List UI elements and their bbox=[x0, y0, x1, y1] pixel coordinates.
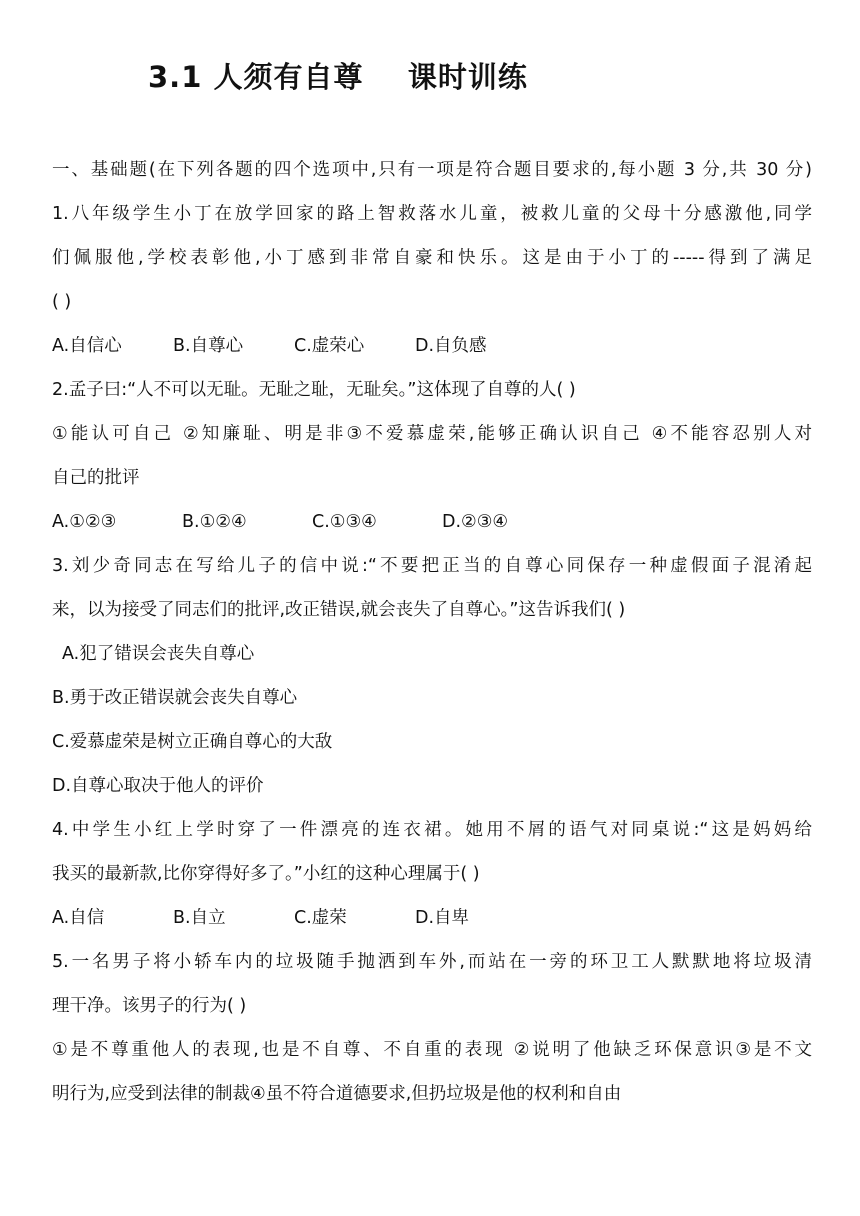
question-text-line: 3.刘少奇同志在写给儿子的信中说:“不要把正当的自尊心同保存一种虚假面子混淆起 bbox=[52, 556, 812, 576]
option-a: A.自信 bbox=[52, 908, 105, 928]
option-b: B.自立 bbox=[173, 908, 226, 928]
option-d: D.自卑 bbox=[415, 908, 470, 928]
question-2 bbox=[52, 368, 812, 544]
page-title: 3.1 人须有自尊 课时训练 bbox=[148, 60, 528, 94]
answer-blank: ( ) bbox=[52, 292, 72, 312]
options-row bbox=[52, 896, 812, 940]
option-b: B.自尊心 bbox=[173, 336, 244, 356]
option-b: B.①②④ bbox=[182, 512, 247, 532]
option-a: A.自信心 bbox=[52, 336, 122, 356]
option-a: A.①②③ bbox=[52, 512, 117, 532]
question-1 bbox=[52, 192, 812, 368]
option-d: D.自尊心取决于他人的评价 bbox=[52, 776, 264, 796]
question-text-line: 明行为,应受到法律的制裁④虽不符合道德要求,但扔垃圾是他的权利和自由 bbox=[52, 1084, 622, 1104]
option-d: D.②③④ bbox=[442, 512, 509, 532]
question-text-line: 5.一名男子将小轿车内的垃圾随手抛洒到车外,而站在一旁的环卫工人默默地将垃圾清 bbox=[52, 952, 812, 972]
question-text-line: 来，以为接受了同志们的批评,改正错误,就会丧失了自尊心。”这告诉我们( ) bbox=[52, 600, 626, 620]
option-c: C.爱慕虚荣是树立正确自尊心的大敌 bbox=[52, 732, 333, 752]
option-b: B.勇于改正错误就会丧失自尊心 bbox=[52, 688, 298, 708]
question-4 bbox=[52, 808, 812, 940]
question-text-line: 4.中学生小红上学时穿了一件漂亮的连衣裙。她用不屑的语气对同桌说:“这是妈妈给 bbox=[52, 820, 812, 840]
exercise-content bbox=[52, 148, 812, 1116]
question-3 bbox=[52, 544, 812, 808]
question-text-line: ①能认可自己 ②知廉耻、明是非③不爱慕虚荣,能够正确认识自己 ④不能容忍别人对 bbox=[52, 424, 812, 444]
options-row bbox=[52, 500, 812, 544]
option-c: C.虚荣心 bbox=[294, 336, 365, 356]
options-row bbox=[52, 324, 812, 368]
question-text-line: 自己的批评 bbox=[52, 468, 140, 488]
section-heading: 一、基础题(在下列各题的四个选项中,只有一项是符合题目要求的,每小题 3 分,共 30 分) bbox=[52, 160, 812, 180]
question-text-line: 理干净。该男子的行为( ) bbox=[52, 996, 247, 1016]
question-text-line: ①是不尊重他人的表现,也是不自尊、不自重的表现 ②说明了他缺乏环保意识③是不文 bbox=[52, 1040, 812, 1060]
option-c: C.①③④ bbox=[312, 512, 377, 532]
option-d: D.自负感 bbox=[415, 336, 487, 356]
question-text-line: 2.孟子曰:“人不可以无耻。无耻之耻，无耻矣。”这体现了自尊的人( ) bbox=[52, 380, 576, 400]
question-text-line: 我买的最新款,比你穿得好多了。”小红的这种心理属于( ) bbox=[52, 864, 480, 884]
option-c: C.虚荣 bbox=[294, 908, 347, 928]
option-a: A.犯了错误会丧失自尊心 bbox=[62, 644, 255, 664]
question-text-line: 们佩服他,学校表彰他,小丁感到非常自豪和快乐。这是由于小丁的-----得到了满足 bbox=[52, 248, 812, 268]
question-5 bbox=[52, 940, 812, 1116]
question-text-line: 1.八年级学生小丁在放学回家的路上智救落水儿童，被救儿童的父母十分感激他,同学 bbox=[52, 204, 812, 224]
